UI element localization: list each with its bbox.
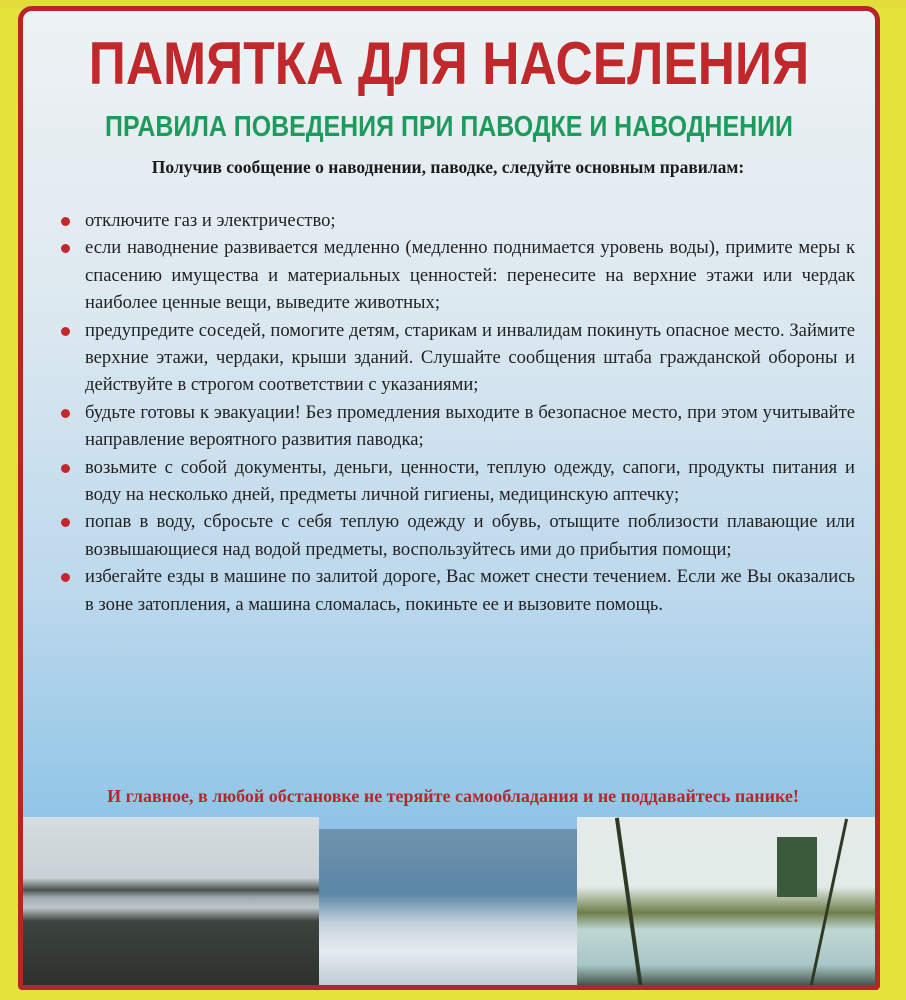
rule-text: попав в воду, сбросьте с себя теплую одежду и обувь, отыщите поблизости плавающие или возвышающиеся над водой предметы, воспользуйтесь ими до прибытия помощи;: [85, 511, 855, 560]
rule-item: [57, 399, 855, 454]
rule-item: [57, 317, 855, 399]
tree-trunk: [615, 818, 643, 990]
rule-text: возьмите с собой документы, деньги, ценности, теплую одежду, сапоги, продукты питания и воду на несколько дней, предметы личной гигиены, медицинскую аптечку;: [85, 456, 855, 506]
rules-list: [57, 207, 855, 618]
rule-item: [57, 454, 855, 509]
bullet-icon: [61, 244, 70, 253]
bullet-icon: [61, 464, 70, 473]
flood-photo-river: [23, 817, 319, 990]
house-shape: [777, 837, 817, 897]
rule-text: будьте готовы к эвакуации! Без промедления выходите в безопасное место, при этом учитывайте направление вероятного развития паводка;: [85, 401, 855, 451]
flood-photo-village: [577, 817, 875, 990]
poster-title: ПАМЯТКА ДЛЯ НАСЕЛЕНИЯ: [88, 30, 810, 97]
rule-text: избегайте езды в машине по залитой дороге, Вас может снести течением. Если же Вы оказались в зоне затопления, а машина сломалась, покиньте ее и вызовите помощь.: [85, 566, 855, 615]
footer-slogan: И главное, в любой обстановке не теряйте самообладания и не поддавайтесь панике!: [107, 786, 799, 806]
bullet-icon: [61, 217, 70, 226]
intro-text: Получив сообщение о наводнении, паводке, следуйте основным правилам:: [151, 157, 745, 177]
rule-item: [57, 234, 855, 316]
poster-subtitle: ПРАВИЛА ПОВЕДЕНИЯ ПРИ ПАВОДКЕ И НАВОДНЕНИИ: [105, 111, 793, 143]
bullet-icon: [61, 327, 70, 336]
rule-text: предупредите соседей, помогите детям, старикам и инвалидам покинуть опасное место. Займите верхние этажи, чердаки, крыши зданий. Слушайте сообщения штаба гражданской обороны и действуйте в строгом соответствии с указаниями;: [85, 319, 855, 396]
rule-item: [57, 563, 855, 618]
bullet-icon: [61, 518, 70, 527]
bullet-icon: [61, 573, 70, 582]
bullet-icon: [61, 409, 70, 418]
rule-item: [57, 508, 855, 563]
rule-text: если наводнение развивается медленно (медленно поднимается уровень воды), примите меры к спасению имущества и материальных ценностей: перенесите на верхние этажи или чердак наиболее ценные вещи, выведите животных;: [85, 237, 855, 314]
rule-text: отключите газ и электричество;: [85, 210, 336, 231]
rule-item: [57, 207, 855, 234]
flood-photo-ice: [319, 829, 577, 990]
poster: [18, 6, 880, 990]
photo-strip: [23, 817, 875, 990]
